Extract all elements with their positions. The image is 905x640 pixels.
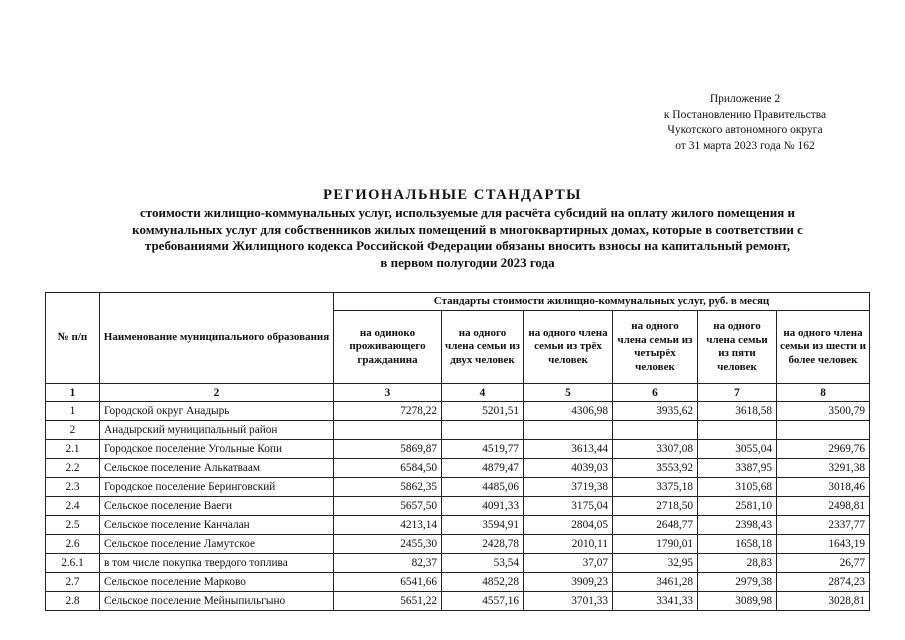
standard-value: 2428,78 (442, 535, 524, 554)
table-row (46, 535, 870, 554)
column-number: 5 (524, 384, 613, 402)
standard-value: 4557,16 (442, 592, 524, 611)
table-row (46, 592, 870, 611)
standard-value: 3341,33 (613, 592, 698, 611)
row-number: 2.4 (46, 497, 100, 516)
standard-value: 28,83 (698, 554, 777, 573)
document-subtitle (60, 205, 875, 271)
row-number: 2.5 (46, 516, 100, 535)
header-family-3: на одного члена семьи из трёх человек (524, 311, 613, 384)
standard-value: 2804,05 (524, 516, 613, 535)
standard-value: 4039,03 (524, 459, 613, 478)
standard-value: 4852,28 (442, 573, 524, 592)
standard-value: 3500,79 (777, 402, 870, 421)
standard-value: 3701,33 (524, 592, 613, 611)
table-row (46, 554, 870, 573)
standard-value: 4213,14 (334, 516, 442, 535)
row-number: 2 (46, 421, 100, 440)
standard-value: 1643,19 (777, 535, 870, 554)
municipality-name: Анадырский муниципальный район (100, 421, 334, 440)
standard-value: 3175,04 (524, 497, 613, 516)
standard-value: 3291,38 (777, 459, 870, 478)
standard-value: 3105,68 (698, 478, 777, 497)
document-title: РЕГИОНАЛЬНЫЕ СТАНДАРТЫ (323, 187, 582, 203)
column-number: 8 (777, 384, 870, 402)
appendix-line: от 31 марта 2023 года № 162 (675, 139, 815, 152)
municipality-name: в том числе покупка твердого топлива (100, 554, 334, 573)
subtitle-line: коммунальных услуг для собственников жилых помещений в многоквартирных домах, которые в соответствии с (132, 221, 803, 237)
table-body (46, 402, 870, 611)
header-family-2: на одного члена семьи из двух человек (442, 311, 524, 384)
row-number: 2.8 (46, 592, 100, 611)
table-row (46, 459, 870, 478)
standard-value (524, 421, 613, 440)
standards-table (45, 292, 870, 611)
municipality-name: Сельское поселение Ваеги (100, 497, 334, 516)
table-row (46, 402, 870, 421)
standard-value: 4485,06 (442, 478, 524, 497)
standard-value: 3613,44 (524, 440, 613, 459)
appendix-line: к Постановлению Правительства (663, 108, 827, 121)
standard-value: 1658,18 (698, 535, 777, 554)
subtitle-line: в первом полугодии 2023 года (380, 254, 555, 270)
appendix-line: Чукотского автономного округа (667, 124, 823, 136)
standard-value: 1790,01 (613, 535, 698, 554)
standard-value: 4879,47 (442, 459, 524, 478)
municipality-name: Городской округ Анадырь (100, 402, 334, 421)
standard-value: 3461,28 (613, 573, 698, 592)
standard-value: 3909,23 (524, 573, 613, 592)
header-group: Стандарты стоимости жилищно-коммунальных услуг, руб. в месяц (334, 293, 870, 311)
standard-value: 3935,62 (613, 402, 698, 421)
standard-value: 3719,38 (524, 478, 613, 497)
subtitle-line: стоимости жилищно-коммунальных услуг, используемые для расчёта субсидий на оплату жилого помещения и (139, 205, 796, 220)
table-row (46, 573, 870, 592)
municipality-name: Сельское поселение Марково (100, 573, 334, 592)
standard-value: 2455,30 (334, 535, 442, 554)
standard-value: 3553,92 (613, 459, 698, 478)
standard-value: 4306,98 (524, 402, 613, 421)
column-number: 6 (613, 384, 698, 402)
standard-value: 3387,95 (698, 459, 777, 478)
standard-value: 3307,08 (613, 440, 698, 459)
municipality-name: Сельское поселение Канчалан (100, 516, 334, 535)
standard-value: 53,54 (442, 554, 524, 573)
standard-value: 3089,98 (698, 592, 777, 611)
table-row (46, 478, 870, 497)
standard-value: 4091,33 (442, 497, 524, 516)
standard-value: 2337,77 (777, 516, 870, 535)
standard-value: 5862,35 (334, 478, 442, 497)
municipality-name: Городское поселение Угольные Копи (100, 440, 334, 459)
standard-value (698, 421, 777, 440)
municipality-name: Сельское поселение Ламутское (100, 535, 334, 554)
column-numbers-row (46, 384, 870, 402)
column-number: 2 (100, 384, 334, 402)
standard-value: 7278,22 (334, 402, 442, 421)
standard-value: 82,37 (334, 554, 442, 573)
row-number: 1 (46, 402, 100, 421)
standard-value: 3028,81 (777, 592, 870, 611)
standard-value: 37,07 (524, 554, 613, 573)
column-number: 3 (334, 384, 442, 402)
standard-value (442, 421, 524, 440)
row-number: 2.3 (46, 478, 100, 497)
standard-value: 3018,46 (777, 478, 870, 497)
standard-value: 26,77 (777, 554, 870, 573)
column-number: 1 (46, 384, 100, 402)
standard-value: 6541,66 (334, 573, 442, 592)
row-number: 2.2 (46, 459, 100, 478)
standard-value: 4519,77 (442, 440, 524, 459)
standard-value (777, 421, 870, 440)
header-family-5: на одного члена семьи из пяти человек (698, 311, 777, 384)
standard-value: 2581,10 (698, 497, 777, 516)
header-municipality: Наименование муниципального образования (100, 293, 334, 384)
standard-value: 2718,50 (613, 497, 698, 516)
standard-value (613, 421, 698, 440)
standard-value: 3594,91 (442, 516, 524, 535)
standard-value: 2398,43 (698, 516, 777, 535)
municipality-name: Городское поселение Беринговский (100, 478, 334, 497)
appendix-line: Приложение 2 (709, 93, 781, 105)
appendix-block (640, 92, 850, 154)
row-number: 2.6 (46, 535, 100, 554)
standard-value: 2874,23 (777, 573, 870, 592)
standard-value: 2979,38 (698, 573, 777, 592)
table-row (46, 421, 870, 440)
standard-value: 5201,51 (442, 402, 524, 421)
row-number: 2.7 (46, 573, 100, 592)
table-row (46, 497, 870, 516)
row-number: 2.6.1 (46, 554, 100, 573)
standard-value: 3375,18 (613, 478, 698, 497)
column-number: 7 (698, 384, 777, 402)
standard-value (334, 421, 442, 440)
row-number: 2.1 (46, 440, 100, 459)
municipality-name: Сельское поселение Мейныпильгыно (100, 592, 334, 611)
standard-value: 5651,22 (334, 592, 442, 611)
column-number: 4 (442, 384, 524, 402)
standard-value: 3618,58 (698, 402, 777, 421)
table-row (46, 516, 870, 535)
header-family-6plus: на одного члена семьи из шести и более человек (777, 311, 870, 384)
standard-value: 2648,77 (613, 516, 698, 535)
standard-value: 5869,87 (334, 440, 442, 459)
standard-value: 2498,81 (777, 497, 870, 516)
standard-value: 2010,11 (524, 535, 613, 554)
table-row (46, 440, 870, 459)
header-number: № п/п (46, 293, 100, 384)
standard-value: 5657,50 (334, 497, 442, 516)
standard-value: 2969,76 (777, 440, 870, 459)
header-single: на одиноко проживающего гражданина (334, 311, 442, 384)
standard-value: 32,95 (613, 554, 698, 573)
subtitle-line: требованиями Жилищного кодекса Российской Федерации обязаны вносить взносы на капитальный ремонт, (144, 238, 791, 253)
standard-value: 6584,50 (334, 459, 442, 478)
standard-value: 3055,04 (698, 440, 777, 459)
header-family-4: на одного члена семьи из четырёх человек (613, 311, 698, 384)
municipality-name: Сельское поселение Алькатваам (100, 459, 334, 478)
